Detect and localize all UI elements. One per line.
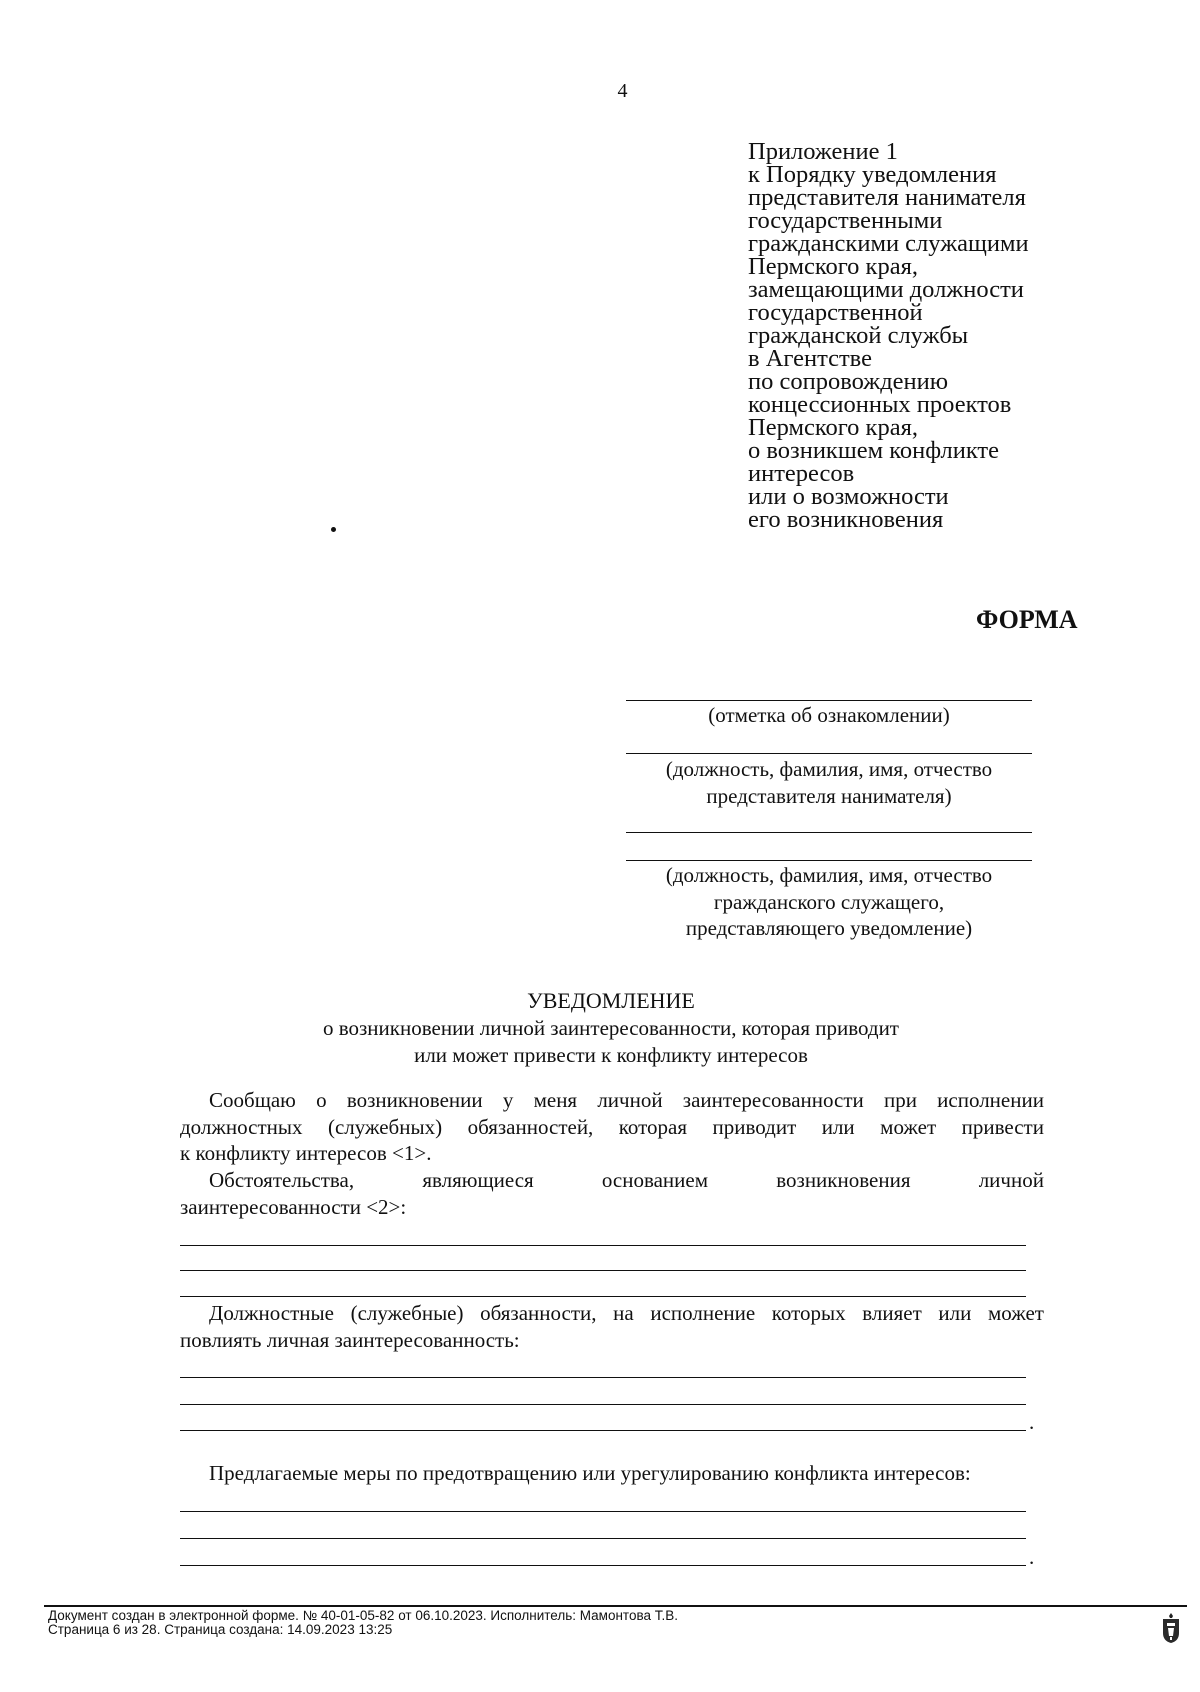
appendix-line: Пермского края, <box>748 414 918 441</box>
text-word: при <box>883 1088 917 1112</box>
footer-line: Документ создан в электронной форме. № 40-01-05-82 от 06.10.2023. Исполнитель: Мамонтова Т.В. <box>48 1608 678 1623</box>
scan-speck <box>331 527 336 532</box>
measures-fill-line[interactable] <box>180 1538 1026 1539</box>
appendix-line: к Порядку уведомления <box>748 161 997 188</box>
text-line: заинтересованности <2>: <box>180 1194 407 1219</box>
servant-signature-line-2 <box>626 860 1032 861</box>
text-word: или <box>938 1301 972 1325</box>
text-line <box>180 1114 1044 1141</box>
text-word: приводит <box>712 1114 797 1139</box>
text-word: возникновении <box>346 1088 483 1112</box>
text-word: должностных <box>180 1114 303 1139</box>
text-word: о <box>316 1088 327 1112</box>
text-line <box>180 1300 1044 1327</box>
acquaintance-label: (отметка об ознакомлении) <box>708 703 950 727</box>
circumstances-fill-line[interactable] <box>180 1245 1026 1246</box>
notice-subtitle-line: или может привести к конфликту интересов <box>414 1042 808 1067</box>
text-word: возникновения <box>776 1168 911 1192</box>
appendix-line: Приложение 1 <box>748 138 898 165</box>
text-word: Сообщаю <box>209 1088 296 1112</box>
employer-signature-line <box>626 753 1032 754</box>
appendix-line: Пермского края, <box>748 253 918 280</box>
servant-label <box>626 862 1032 942</box>
appendix-line: гражданской службы <box>748 322 969 349</box>
measures-fill-line[interactable] <box>180 1511 1026 1512</box>
acquaintance-signature-line <box>626 700 1032 701</box>
line-end-period: . <box>1029 1410 1035 1434</box>
text-line: к конфликту интересов <1>. <box>180 1141 432 1165</box>
text-word: Должностные <box>209 1301 334 1325</box>
text-line: Предлагаемые меры по предотвращению или урегулированию конфликта интересов: <box>209 1461 971 1485</box>
text-word: личной <box>597 1088 663 1112</box>
text-word: может <box>880 1114 937 1139</box>
text-line <box>180 1087 1044 1114</box>
employer-label-line: представителя нанимателя) <box>706 783 952 808</box>
appendix-line: концессионных проектов <box>748 391 1012 418</box>
text-word: обязанности, <box>480 1301 597 1325</box>
text-line <box>180 1167 1044 1194</box>
text-word: исполнение <box>650 1301 756 1325</box>
appendix-line: или о возможности <box>748 483 949 510</box>
text-word: (служебные) <box>350 1301 464 1325</box>
servant-label-line: представляющего уведомление) <box>685 916 973 940</box>
text-word: которых <box>771 1301 846 1325</box>
appendix-line: по сопровождению <box>748 368 949 395</box>
paragraph-circumstances <box>180 1167 1044 1220</box>
paragraph-measures <box>180 1460 1060 1487</box>
notice-subtitle <box>0 1015 1200 1068</box>
text-word: основанием <box>601 1168 709 1192</box>
text-word: меня <box>533 1088 578 1112</box>
text-word: (служебных) <box>327 1114 443 1139</box>
paragraph-duties <box>180 1300 1044 1353</box>
text-word: исполнении <box>937 1088 1044 1112</box>
appendix-line: интересов <box>748 460 855 487</box>
text-word: являющиеся <box>422 1168 534 1192</box>
form-label: ФОРМА <box>976 605 1078 634</box>
servant-label-line: (должность, фамилия, имя, отчество <box>665 863 993 887</box>
page-number: 4 <box>617 80 628 102</box>
notice-title: УВЕДОМЛЕНИЕ <box>527 988 695 1013</box>
perm-krai-emblem-icon <box>1160 1612 1182 1644</box>
appendix-line: гражданскими служащими <box>748 230 1029 257</box>
employer-label-line: (должность, фамилия, имя, отчество <box>665 757 993 781</box>
text-line: повлиять личная заинтересованность: <box>180 1327 520 1352</box>
paragraph-conflict-report <box>180 1087 1044 1167</box>
footer-line: Страница 6 из 28. Страница создана: 14.09.2023 13:25 <box>48 1622 393 1637</box>
appendix-line: в Агентстве <box>748 345 872 372</box>
appendix-line: о возникшем конфликте <box>748 437 999 464</box>
circumstances-fill-line[interactable] <box>180 1296 1026 1297</box>
text-word: привести <box>961 1114 1044 1139</box>
appendix-heading <box>748 140 1029 531</box>
employer-label <box>626 756 1032 809</box>
text-word: которая <box>618 1114 688 1139</box>
servant-signature-line-1 <box>626 832 1032 833</box>
footer-rule <box>44 1605 1187 1607</box>
footer <box>48 1609 678 1637</box>
appendix-line: замещающими должности <box>748 276 1024 303</box>
text-word: влияет <box>862 1301 922 1325</box>
servant-label-line: гражданского служащего, <box>713 889 945 914</box>
appendix-line: государственной <box>748 299 923 326</box>
notice-subtitle-line: о возникновении личной заинтересованности, которая приводит <box>322 1016 899 1040</box>
text-word: или <box>821 1114 855 1139</box>
appendix-line: его возникновения <box>748 506 944 533</box>
line-end-period: . <box>1029 1545 1035 1569</box>
appendix-line: представителя нанимателя <box>748 184 1026 211</box>
text-word: у <box>502 1088 514 1112</box>
circumstances-fill-line[interactable] <box>180 1270 1026 1271</box>
text-word: обязанностей, <box>467 1114 594 1139</box>
text-word: заинтересованности <box>682 1088 864 1112</box>
text-word: личной <box>978 1168 1044 1192</box>
text-word: на <box>613 1301 634 1325</box>
duties-fill-line[interactable] <box>180 1377 1026 1378</box>
appendix-line: государственными <box>748 207 943 234</box>
duties-fill-line[interactable] <box>180 1404 1026 1405</box>
text-word: может <box>987 1301 1044 1325</box>
duties-fill-line[interactable] <box>180 1430 1026 1431</box>
text-word: Обстоятельства, <box>209 1168 355 1192</box>
measures-fill-line[interactable] <box>180 1565 1026 1566</box>
